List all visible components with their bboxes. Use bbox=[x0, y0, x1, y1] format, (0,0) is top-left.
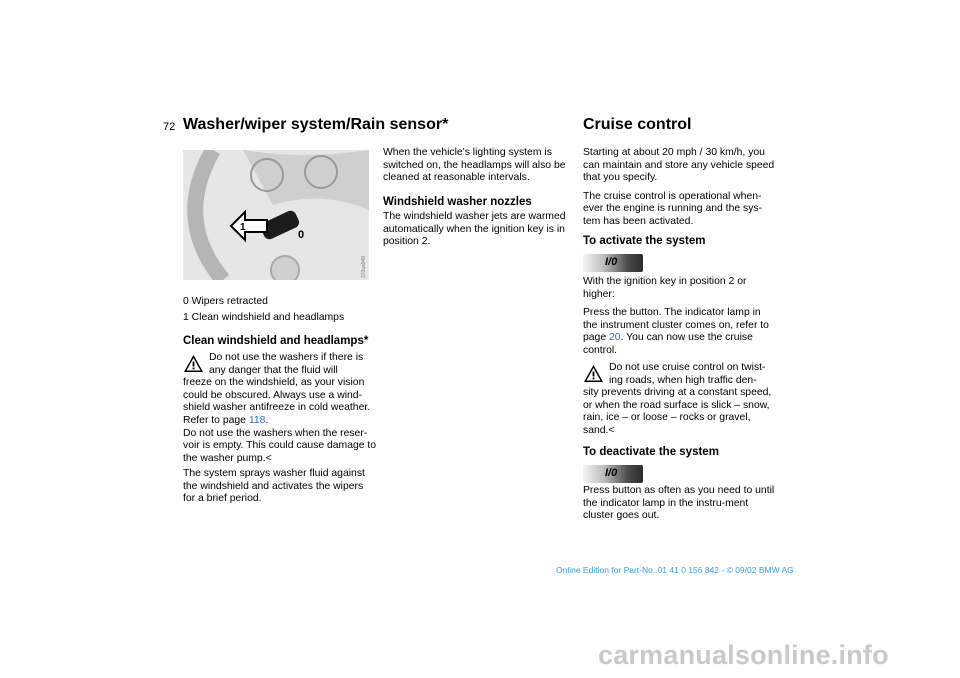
figure-legend bbox=[183, 294, 344, 326]
activate-paragraphs bbox=[583, 276, 778, 364]
warning2-body: sity prevents driving at a constant speed, or when the road surface is slick – snow, rain, ice – or loose – rocks or gravel, sand.< bbox=[583, 387, 772, 436]
callout-1: 1 bbox=[240, 222, 246, 233]
activate-text-1: With the ignition key in position 2 or higher: bbox=[583, 276, 747, 300]
warning1-line2: any danger that the fluid will bbox=[209, 364, 338, 376]
lighting-paragraph: When the vehicle's lighting system is switched on, the headlamps will also be cleaned at reasonable intervals. bbox=[383, 147, 566, 184]
cruise-button-image bbox=[583, 254, 643, 272]
wiper-stalk-figure bbox=[183, 150, 369, 280]
stalk-illustration bbox=[183, 150, 369, 280]
clean-heading: Clean windshield and headlamps* bbox=[183, 335, 369, 347]
cruise-button-label: I/0 bbox=[605, 256, 618, 268]
cruise-intro-1: Starting at about 20 mph / 30 km/h, you can maintain and store any vehicle speed that you specify. bbox=[583, 147, 775, 184]
warning1-body: freeze on the windshield, as your vision could be obscured. Always use a wind-shield washer antifreeze in cold weather. Refer to page 118. bbox=[183, 377, 371, 426]
footer-edition: Online Edition for Part-No. 01 41 0 156 842 - © 09/02 BMW AG bbox=[556, 565, 794, 575]
warning1-line1: Do not use the washers if there is bbox=[209, 352, 364, 363]
deactivate-paragraph: Press button as often as you need to until the indicator lamp in the instru-ment cluster goes out. bbox=[583, 485, 775, 522]
cruise-button-image-2 bbox=[583, 465, 643, 483]
warning1-tail: Do not use the washers when the reser-voir is empty. This could cause damage to the washer pump.< bbox=[183, 427, 377, 464]
spray-paragraph: The system sprays washer fluid against the windshield and activates the wipers for a brief period. bbox=[183, 468, 365, 505]
watermark: carmanualsonline.info bbox=[598, 640, 889, 670]
cruise-intro-2: The cruise control is operational when-ever the engine is running and the sys-tem has been activated. bbox=[583, 190, 763, 227]
section-title-cruise: Cruise control bbox=[583, 116, 692, 133]
nozzles-heading: Windshield washer nozzles bbox=[383, 196, 532, 208]
legend-item-1: 1 Clean windshield and headlamps bbox=[183, 312, 345, 323]
figure-code: 370us049 bbox=[361, 256, 367, 278]
activate-text-2: Press the button. The indicator lamp in the instrument cluster comes on, refer to page 20. You can now use the cruise control. bbox=[583, 307, 769, 356]
page-number: 72 bbox=[163, 121, 176, 133]
legend-item-0: 0 Wipers retracted bbox=[183, 296, 268, 307]
activate-heading: To activate the system bbox=[583, 235, 706, 247]
cruise-warning bbox=[583, 362, 778, 438]
callout-0: 0 bbox=[298, 229, 305, 241]
cruise-intro bbox=[583, 147, 778, 235]
cruise-button-label-2: I/0 bbox=[605, 467, 618, 479]
page-link-20[interactable]: 20 bbox=[609, 332, 621, 344]
section-title-washer: Washer/wiper system/Rain sensor* bbox=[183, 116, 449, 133]
warning2-line1: Do not use cruise control on twist- bbox=[609, 362, 766, 373]
nozzles-paragraph: The windshield washer jets are warmed automatically when the ignition key is in position 2. bbox=[383, 211, 566, 248]
washer-warning bbox=[183, 352, 378, 465]
deactivate-heading: To deactivate the system bbox=[583, 446, 719, 458]
page-link-118[interactable]: 118 bbox=[248, 414, 266, 426]
warning2-line2: ing roads, when high traffic den- bbox=[609, 374, 757, 386]
